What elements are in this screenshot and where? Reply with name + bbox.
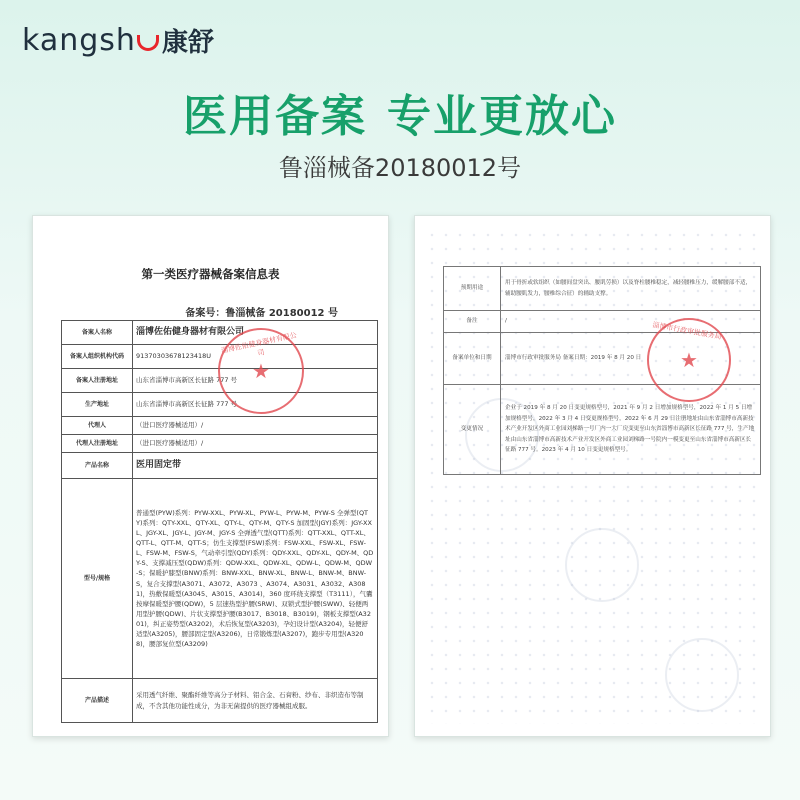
row-label: 产品描述 — [62, 679, 133, 723]
brand-chinese: 康舒 — [161, 27, 214, 58]
table-row — [62, 679, 378, 723]
row-value: 采用透气纤维、聚酯纤维等高分子材料、铝合金、石膏粉、纱布、非织造布等制成，不含其他功能性成分，为非无菌提供的医疗器械组成服。 — [133, 679, 378, 723]
watermark-emblem-icon — [565, 528, 639, 602]
row-value: 山东省淄博市高新区长征路 777 号 — [133, 369, 378, 393]
watermark-emblem-icon — [665, 638, 739, 712]
row-label: 备案人注册地址 — [62, 369, 133, 393]
table-row — [62, 321, 378, 345]
row-value: 淄博市行政审批服务局 备案日期：2019 年 8 月 20 日 — [501, 333, 761, 385]
row-label: 变更情况 — [444, 385, 501, 475]
table-row — [62, 479, 378, 679]
row-value: 山东省淄博市高新区长征路 777 号 — [133, 393, 378, 417]
row-label: 备案单位和日期 — [444, 333, 501, 385]
table-row — [62, 435, 378, 453]
row-label: 备案人名称 — [62, 321, 133, 345]
brand-logo — [22, 20, 214, 60]
authority-seal-text: 淄博市行政审批服务局 — [651, 320, 723, 342]
seal-star-icon: ★ — [252, 359, 270, 383]
row-value: 用于骨折或软组织（如腰间盘突出、腰肌劳损）以及脊柱腰椎稳定，减轻腰椎压力，缓解腰部不适，辅助腰肌发力，腰椎综合征）的辅助支撑。 — [501, 267, 761, 311]
table-row — [444, 385, 761, 475]
certificate-frame-right — [414, 215, 771, 737]
headline — [0, 80, 800, 144]
seal-star-icon: ★ — [680, 348, 698, 372]
row-label: 备注 — [444, 311, 501, 333]
brand-latin: kangsh — [22, 22, 136, 58]
row-value: 淄博佐佑健身器材有限公司 — [133, 321, 378, 345]
company-seal-text: 淄博佐佑健身器材有限公司 — [220, 331, 298, 358]
row-value: （进口医疗器械适用）/ — [133, 417, 378, 435]
row-label: 产品名称 — [62, 453, 133, 479]
row-label: 型号/规格 — [62, 479, 133, 679]
row-value: 医用固定带 — [133, 453, 378, 479]
row-label: 生产地址 — [62, 393, 133, 417]
doc-record-no: 备案号：鲁淄械备 20180012 号 — [185, 308, 338, 319]
table-row — [62, 393, 378, 417]
table-row — [444, 267, 761, 311]
headline-part2: 专业更放心 — [387, 91, 617, 142]
row-label: 代理人 — [62, 417, 133, 435]
row-value: 普通型(PYW)系列：PYW-XXL、PYW-XL、PYW-L、PYW-M、PYW-S 全弹型(QTY)系列：QTY-XXL、QTY-XL、QTY-L、QTY-M、QTY-S 加固型(JGY)系列：JGY-XXL、JGY-XL、JGY-L、JGY-M、JGY-S 全弹透气型(QTT)系列：QTT-XXL、QTT-XL、QTT-L、QTT-M、QTT-S；仿生支撑型(FSW)系列：FSW-XXL、FSW-XL、FSW-L、FSW-M、FSW-S，气动牵引型(QDY)系列：QDY-XXL、QDY-XL、QDY-M、QDY-S、支撑减压型(QDW)系列：QDW-XXL、QDW-XL、QDW-L、QDW-M、QDW-S；保暖护膝型(BNW)系列：BNW-XXL、BNW-XL、BNW-L、BNW-M、BNW-S，复合支撑型(A3071、A3072、A3073 、A3074、A3031、A3032、A3081)，热敷保暖型(A3045、A3015、A3014)，360 度环绕支撑型（T3111），气囊按摩保暖型护腰(QDW)，5 层速热型护腰(SRW)、双锁式型护腰(SWW)、轻便两用型护腰(QDW)、片状支撑型护腰(B3017、B3018、B3019)，钢板支撑型(A3201)，纠正姿势型(A3202)，术后恢复型(A3203)，孕妇设计型(A3204)，轻便舒适型(A3205)，腰部固定型(A3206)，日常锻炼型(A3207)，跑步专用型(A3208)，腰部复位型(A3209) — [133, 479, 378, 679]
table-row — [62, 453, 378, 479]
certificate-page-left — [43, 228, 378, 724]
brand-u-mark-icon — [137, 35, 159, 51]
doc-title: 第一类医疗器械备案信息表 — [141, 267, 280, 281]
row-value: 91370303678123418U — [133, 345, 378, 369]
record-number-subline: 鲁淄械备20180012号 — [278, 154, 522, 182]
row-label: 代理人注册地址 — [62, 435, 133, 453]
certificate-frame-left — [32, 215, 389, 737]
headline-part1: 医用备案 — [183, 91, 367, 142]
row-label: 备案人组织机构代码 — [62, 345, 133, 369]
table-row — [62, 417, 378, 435]
certificate-page-right — [425, 228, 760, 724]
row-value: （进口医疗器械适用）/ — [133, 435, 378, 453]
row-value: / — [501, 311, 761, 333]
row-label: 预期用途 — [444, 267, 501, 311]
row-value: 企业于 2019 年 8 月 20 日变更规格型号，2021 年 9 月 2 日增加规格型号，2022 年 1 月 5 日增加规格型号，2022 年 3 月 4 日变更规格型号，2022 年 6 月 29 日注册地址由山东省淄博市高新技术产业开发区外商工业园刘梯路一号厂内一大厂房变更至山东省淄博市高新区长征路 777 号，生产地址由山东省淄博市高新技术产业开发区外商工业园刘梯路一号院内一模变更至山东省淄博市高新区长征路 777 号。2023 年 4 月 10 日变更规格型号。 — [501, 385, 761, 475]
